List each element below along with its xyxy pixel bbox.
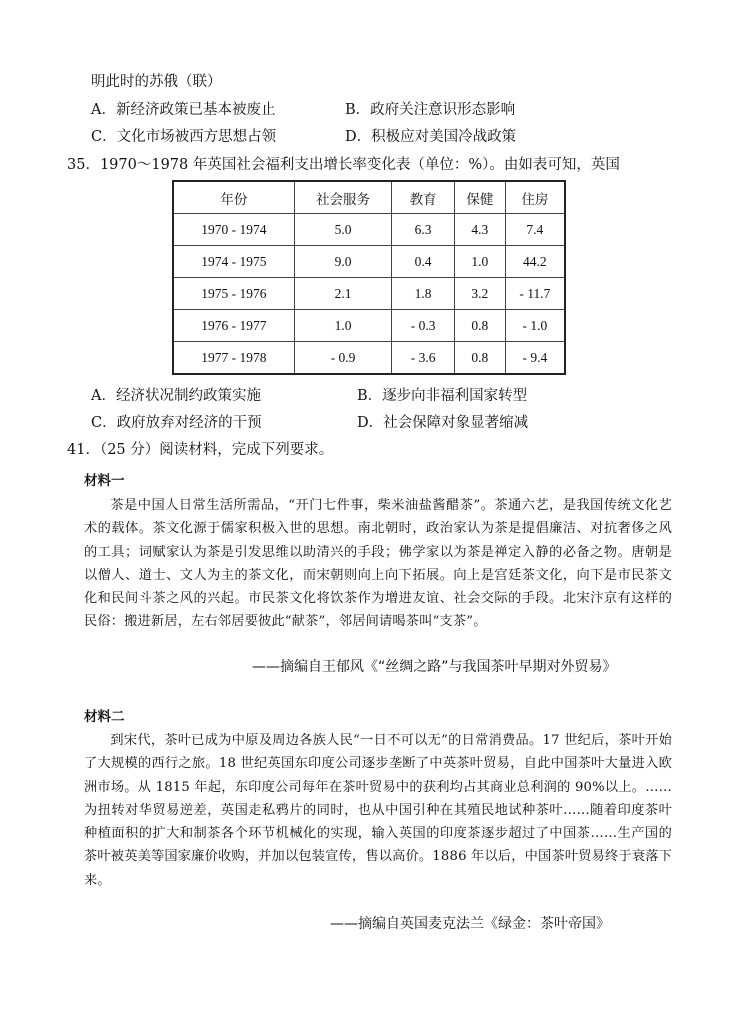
table-cell: 6.3 [392,214,455,246]
header-cell: 住房 [505,181,565,214]
q35-option-b: B．逐步向非福利国家转型 [357,388,528,404]
table-cell: 1.8 [392,278,455,310]
table-cell: - 3.6 [392,342,455,375]
table-row [173,278,565,310]
table-cell: - 0.3 [392,310,455,342]
q34-option-a: A．新经济政策已基本被废止 [91,102,276,118]
q35-option-a: A．经济状况制约政策实施 [91,388,261,404]
table-cell: 0.8 [454,342,505,375]
q35-option-c: C．政府放弃对经济的干预 [91,415,262,431]
table-row [173,310,565,342]
table-cell: 0.8 [454,310,505,342]
material-1-body [84,494,672,634]
q34-option-c: C．文化市场被西方思想占领 [91,129,277,145]
table-cell: 1970 - 1974 [173,214,294,246]
material-1-text: 茶是中国人日常生活所需品，“开门七件事，柴米油盐酱醋茶”。茶通六艺，是我国传统文化艺术的载体。茶文化源于儒家积极入世的思想。南北朝时，政治家认为茶是提倡廉洁、对抗奢侈之风的工具；词赋家认为茶是引发思维以助清兴的手段；佛学家以为茶是禅定入静的必备之物。唐朝是以僧人、道士、文人为主的茶文化，而宋朝则向上向下拓展。向上是宫廷茶文化，向下是市民茶文化和民间斗茶之风的兴起。市民茶文化将饮茶作为增进友谊、社会交际的手段。北宋汴京有这样的民俗：搬进新居，左右邻居要彼此“献茶”，邻居间请喝茶叫“支茶”。 [84,498,672,630]
header-cell: 保健 [454,181,505,214]
table-cell: - 11.7 [505,278,565,310]
table-cell: 3.2 [454,278,505,310]
table-cell: - 1.0 [505,310,565,342]
table-cell: 2.1 [294,278,391,310]
table-header-row [173,181,565,214]
table-cell: 1977 - 1978 [173,342,294,375]
q35-stem: 35．1970～1978 年英国社会福利支出增长率变化表（单位：%）。由如表可知，英国 [67,157,620,173]
header-cell: 年份 [173,181,294,214]
header-cell: 教育 [392,181,455,214]
q34-option-d: D．积极应对美国冷战政策 [345,129,517,145]
q35-option-d: D．社会保障对象显著缩减 [357,415,529,431]
table-cell: 1975 - 1976 [173,278,294,310]
material-2-label: 材料二 [84,709,125,725]
table-cell: 1976 - 1977 [173,310,294,342]
table-cell: 1974 - 1975 [173,246,294,278]
table-cell: 0.4 [392,246,455,278]
material-1-source: ——摘编自王郁风《“丝绸之路”与我国茶叶早期对外贸易》 [252,659,617,675]
table-row [173,246,565,278]
table-row [173,214,565,246]
q41-stem: 41．（25 分）阅读材料，完成下列要求。 [67,442,334,458]
q34-stem-tail: 明此时的苏俄（联） [91,74,222,90]
material-2-source: ——摘编自英国麦克法兰《绿金：茶叶帝国》 [330,916,610,932]
material-2-body [84,729,672,892]
table-cell: - 0.9 [294,342,391,375]
welfare-growth-table [172,180,566,375]
table-cell: 5.0 [294,214,391,246]
table-cell: 1.0 [454,246,505,278]
table-cell: 4.3 [454,214,505,246]
table-cell: 9.0 [294,246,391,278]
q34-option-b: B．政府关注意识形态影响 [345,102,516,118]
table-cell: 1.0 [294,310,391,342]
table-row [173,342,565,375]
header-cell: 社会服务 [294,181,391,214]
material-1-label: 材料一 [84,473,125,489]
table-cell: 7.4 [505,214,565,246]
table-cell: - 9.4 [505,342,565,375]
table-cell: 44.2 [505,246,565,278]
material-2-text: 到宋代，茶叶已成为中原及周边各族人民“一日不可以无”的日常消费品。17 世纪后，茶叶开始了大规模的西行之旅。18 世纪英国东印度公司逐步垄断了中英茶叶贸易，自此中国茶叶大量进入欧洲市场。从 1815 年起，东印度公司每年在茶叶贸易中的获利均占其商业总利润的 90%以上。……为扭转对华贸易逆差，英国走私鸦片的同时，也从中国引种在其殖民地试种茶叶……随着印度茶叶种植面积的扩大和制茶各个环节机械化的实现，输入英国的印度茶逐步超过了中国茶……生产国的茶叶被英美等国家廉价收购，并加以包装宣传，售以高价。1886 年以后，中国茶叶贸易终于衰落下来。 [84,733,672,888]
